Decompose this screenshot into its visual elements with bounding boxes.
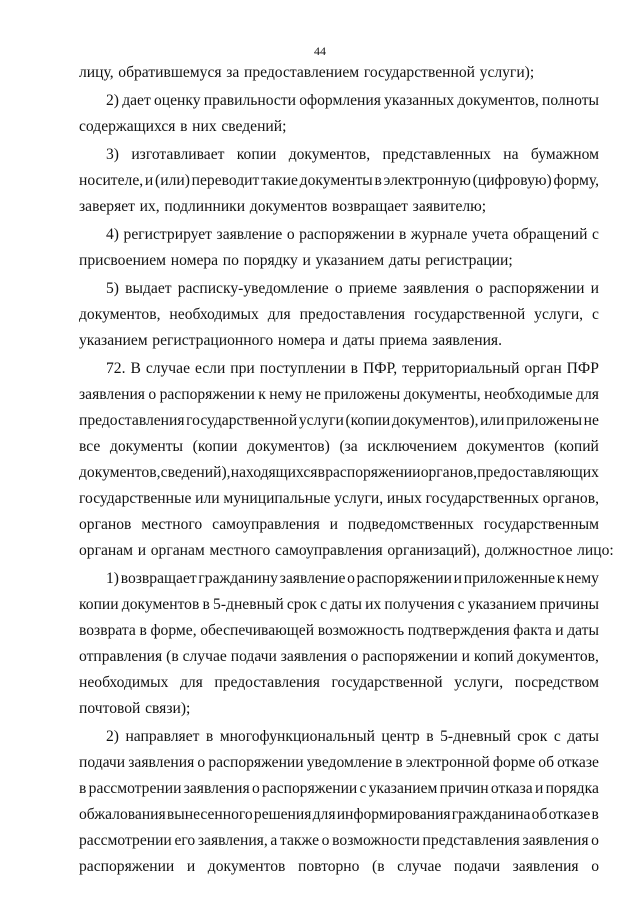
word: приеме: [348, 280, 397, 297]
word: (копий: [554, 438, 599, 455]
text-line: [79, 776, 599, 802]
word: решения: [253, 806, 312, 823]
word: распоряжении: [159, 386, 255, 403]
word: заявления: [403, 280, 470, 297]
word: самоуправления: [212, 516, 320, 533]
word: ПФР,: [362, 360, 398, 377]
word: электронную: [383, 172, 471, 189]
word: документов: [207, 858, 286, 875]
word: предоставляющих: [477, 464, 599, 481]
word: документов: [121, 596, 200, 613]
word: к: [258, 386, 266, 403]
word: их,: [139, 198, 160, 215]
word: и: [137, 542, 147, 559]
word: и: [329, 332, 339, 349]
word: должностное: [484, 542, 573, 559]
document-body: [79, 60, 614, 880]
word: или: [195, 490, 220, 507]
word: о: [591, 858, 599, 875]
word: копии: [236, 146, 277, 163]
word: иных: [386, 490, 422, 507]
word: возвращает: [332, 198, 408, 215]
word: нему: [269, 386, 303, 403]
word: заявления,: [197, 832, 268, 849]
word: даты: [388, 252, 421, 269]
word: в: [374, 172, 382, 189]
word: (цифровую): [472, 172, 552, 189]
word: приложены: [324, 386, 401, 403]
word: учета: [471, 226, 509, 243]
word: по: [222, 252, 239, 269]
word: необходимых: [79, 674, 169, 691]
text-line: [79, 566, 599, 592]
page-number: 44: [314, 44, 326, 58]
text-line: [79, 538, 614, 564]
word: местного: [209, 542, 271, 559]
word: 4): [106, 226, 119, 243]
word: государственной: [186, 412, 298, 429]
word: форме: [492, 754, 536, 771]
word: услуги,: [534, 306, 584, 323]
word: организаций),: [387, 542, 481, 559]
word: с: [457, 596, 465, 613]
text-line: [79, 142, 599, 168]
word: возвращает: [120, 570, 197, 587]
word: государственным: [483, 516, 599, 533]
word: такие: [261, 172, 298, 189]
word: в: [139, 622, 147, 639]
text-line: [79, 328, 599, 354]
word: с: [359, 780, 367, 797]
word: государственных: [425, 490, 539, 507]
word: документов,: [457, 92, 539, 109]
word: возврата: [79, 622, 136, 639]
text-line: [79, 408, 599, 434]
word: для: [576, 386, 599, 403]
word: услуги: [298, 412, 344, 429]
word: муниципальные: [223, 490, 331, 507]
word: возможность: [317, 622, 405, 639]
word: обжалования: [79, 806, 166, 823]
word: о: [286, 226, 295, 243]
word: не: [305, 386, 321, 403]
word: многофункциональный: [219, 728, 375, 745]
word: номера: [277, 332, 326, 349]
word: документов,: [79, 464, 161, 481]
word: копий: [473, 648, 514, 665]
word: центр: [381, 728, 420, 745]
word: в: [350, 360, 358, 377]
word: отказа: [490, 780, 533, 797]
word: подачи: [230, 648, 277, 665]
word: причины: [539, 596, 599, 613]
word: заверяет: [79, 198, 135, 215]
word: документов: [249, 198, 328, 215]
text-line: [79, 644, 599, 670]
text-line: [79, 222, 599, 248]
word: услуги,: [334, 490, 384, 507]
word: ПФР: [566, 360, 599, 377]
word: органам: [79, 542, 134, 559]
word: с: [592, 306, 599, 323]
word: также: [280, 832, 319, 849]
word: подачи: [453, 858, 501, 875]
word: номера: [170, 252, 219, 269]
word: предоставления: [299, 306, 406, 323]
word: (в: [372, 858, 385, 875]
text-line: [79, 168, 599, 194]
word: органов: [79, 516, 132, 533]
word: с: [553, 728, 561, 745]
word: порядка: [545, 780, 599, 797]
text-line: [79, 460, 599, 486]
word: органов,: [420, 464, 478, 481]
text-line: [79, 194, 599, 220]
word: гражданина: [451, 806, 531, 823]
word: поступлении: [259, 360, 346, 377]
text-line: [79, 512, 599, 538]
word: 72.: [106, 360, 126, 377]
word: о: [148, 386, 157, 403]
word: а: [270, 832, 278, 849]
word: распоряжении: [489, 280, 585, 297]
word: необходимых: [169, 306, 259, 323]
text-line: [79, 486, 599, 512]
text-line: [79, 276, 599, 302]
word: полноты: [542, 92, 599, 109]
word: органов,: [542, 490, 599, 507]
word: факта: [513, 622, 552, 639]
word: о: [321, 832, 330, 849]
word: даты: [567, 728, 599, 745]
text-line: [79, 854, 599, 880]
word: указанием: [368, 780, 438, 797]
word: представленных: [382, 146, 491, 163]
text-line: [79, 802, 599, 828]
word: в: [591, 806, 599, 823]
word: носителе,: [79, 172, 144, 189]
word: документов,: [288, 146, 371, 163]
word: 1): [106, 570, 119, 587]
word: связи);: [145, 700, 191, 717]
text-line: [79, 828, 599, 854]
word: даты: [342, 332, 375, 349]
word: и: [461, 648, 470, 665]
word: 5-дневный: [213, 596, 284, 613]
word: с: [320, 596, 328, 613]
word: документов),: [391, 412, 479, 429]
word: В: [130, 360, 141, 377]
word: обратившемуся: [118, 64, 222, 81]
word: правильности: [203, 92, 296, 109]
word: расписку-уведомление: [177, 280, 329, 297]
word: вынесенного: [166, 806, 253, 823]
word: заявления: [522, 832, 589, 849]
word: о: [350, 648, 359, 665]
word: уведомление: [306, 754, 393, 771]
word: форму,: [553, 172, 599, 189]
word: распоряжении: [325, 464, 421, 481]
word: документов,: [517, 648, 599, 665]
word: обращений: [513, 226, 588, 243]
word: на: [503, 146, 519, 163]
word: сведений),: [160, 464, 231, 481]
text-line: [79, 248, 599, 274]
word: в: [180, 118, 188, 135]
text-line: [79, 434, 599, 460]
word: для: [267, 306, 291, 323]
text-line: [79, 618, 599, 644]
word: заявителю;: [412, 198, 487, 215]
word: содержащихся: [79, 118, 176, 135]
word: документов): [247, 438, 330, 455]
word: случае: [145, 360, 190, 377]
word: и: [534, 780, 544, 797]
word: присвоением: [79, 252, 167, 269]
word: отправления: [79, 648, 163, 665]
word: приложены: [506, 412, 583, 429]
text-line: [79, 114, 599, 140]
word: рассмотрении: [88, 780, 182, 797]
word: услуги,: [454, 674, 504, 691]
word: и: [144, 172, 154, 189]
word: посредством: [514, 674, 599, 691]
word: государственной: [331, 674, 443, 691]
word: (за: [339, 438, 358, 455]
word: о: [197, 754, 206, 771]
word: 3): [106, 146, 119, 163]
word: документов,: [79, 306, 161, 323]
word: переводит: [191, 172, 260, 189]
word: о: [334, 280, 343, 297]
word: выдает: [125, 280, 172, 297]
word: не: [583, 412, 599, 429]
word: получения: [384, 596, 455, 613]
text-line: [79, 302, 599, 328]
text-line: [79, 382, 599, 408]
word: порядку: [243, 252, 298, 269]
word: 5-дневный: [440, 728, 511, 745]
word: них: [192, 118, 217, 135]
word: оценку: [153, 92, 201, 109]
word: предоставления: [214, 674, 320, 691]
word: в: [399, 226, 407, 243]
word: указанием: [79, 332, 148, 349]
word: (в: [166, 648, 179, 665]
word: подачи: [79, 754, 126, 771]
word: территориальный: [402, 360, 520, 377]
word: случае: [397, 858, 442, 875]
word: орган: [524, 360, 562, 377]
word: необходимые: [484, 386, 573, 403]
text-line: [79, 60, 599, 86]
word: (или): [155, 172, 190, 189]
word: информирования: [336, 806, 451, 823]
word: 5): [106, 280, 119, 297]
word: документы: [109, 438, 184, 455]
word: заявление: [216, 226, 283, 243]
word: указанием: [315, 252, 385, 269]
word: случае: [182, 648, 227, 665]
word: с: [591, 226, 599, 243]
word: срок: [286, 596, 317, 613]
word: его: [174, 832, 196, 849]
word: бумажном: [530, 146, 599, 163]
word: рассмотрении: [79, 832, 172, 849]
word: 2): [106, 92, 119, 109]
word: исключением: [367, 438, 458, 455]
word: в: [426, 728, 434, 745]
word: и: [302, 252, 311, 269]
word: заявления: [79, 386, 145, 403]
word: государственные: [79, 490, 192, 507]
word: подлинники: [164, 198, 246, 215]
word: об: [538, 754, 555, 771]
word: для: [179, 674, 203, 691]
word: заявления: [128, 754, 195, 771]
word: отказе: [557, 754, 599, 771]
word: представления: [422, 832, 520, 849]
word: гражданину: [198, 570, 278, 587]
word: и: [453, 570, 463, 587]
word: приема: [379, 332, 428, 349]
word: государственной: [363, 64, 475, 81]
word: нему: [566, 570, 599, 587]
word: к: [556, 570, 565, 587]
word: отказе: [548, 806, 591, 823]
word: документов: [466, 438, 545, 455]
word: распоряжении: [356, 570, 452, 587]
word: документы,: [403, 386, 481, 403]
text-line: [79, 88, 599, 114]
word: повторно: [297, 858, 360, 875]
word: даты: [567, 622, 599, 639]
word: государственной: [414, 306, 526, 323]
word: указанием: [467, 596, 537, 613]
text-line: [79, 356, 599, 382]
word: распоряжении: [299, 226, 395, 243]
word: услуги);: [479, 64, 535, 81]
word: дает: [122, 92, 151, 109]
text-line: [79, 670, 599, 696]
word: (копии: [192, 438, 238, 455]
word: самоуправления: [275, 542, 383, 559]
word: обеспечивающей: [200, 622, 315, 639]
word: и: [555, 622, 564, 639]
word: копии: [79, 596, 119, 613]
word: в: [205, 728, 214, 745]
word: об: [531, 806, 548, 823]
word: (копии: [345, 412, 391, 429]
word: сведений;: [221, 118, 287, 135]
word: распоряжении: [79, 858, 175, 875]
word: и: [329, 516, 339, 533]
word: почтовой: [79, 700, 141, 717]
text-line: [79, 592, 599, 618]
word: в: [395, 754, 403, 771]
word: изготавливает: [131, 146, 225, 163]
word: подведомственных: [347, 516, 474, 533]
word: распоряжении: [262, 780, 358, 797]
word: регистрации;: [425, 252, 513, 269]
text-line: [79, 750, 599, 776]
word: лицу,: [79, 64, 114, 81]
text-line: [79, 696, 599, 722]
word: в: [202, 596, 210, 613]
word: в: [79, 780, 87, 797]
word: находящихся: [230, 464, 318, 481]
word: документы: [299, 172, 373, 189]
word: распоряжении: [208, 754, 304, 771]
word: распоряжении: [362, 648, 458, 665]
word: регистрационного: [152, 332, 274, 349]
word: 2): [106, 728, 119, 745]
word: указанных: [384, 92, 455, 109]
word: и: [590, 280, 599, 297]
word: все: [79, 438, 101, 455]
word: органам: [150, 542, 205, 559]
word: их: [365, 596, 382, 613]
word: для: [312, 806, 336, 823]
word: приложенные: [463, 570, 556, 587]
word: даты: [330, 596, 362, 613]
word: заявления: [512, 858, 579, 875]
word: электронной: [405, 754, 490, 771]
word: в: [317, 464, 326, 481]
word: о: [251, 780, 260, 797]
word: заявления: [280, 648, 347, 665]
word: подтверждения: [407, 622, 510, 639]
word: о: [347, 570, 355, 587]
word: журнале: [410, 226, 468, 243]
word: если: [194, 360, 226, 377]
text-line: [79, 724, 599, 750]
word: о: [475, 280, 484, 297]
word: заявление: [279, 570, 346, 587]
word: при: [230, 360, 255, 377]
word: направляет: [125, 728, 200, 745]
word: предоставлением: [243, 64, 360, 81]
word: за: [226, 64, 240, 81]
word: срок: [517, 728, 548, 745]
word: предоставления: [79, 412, 185, 429]
word: оформления: [299, 92, 381, 109]
word: форме,: [150, 622, 197, 639]
word: лицо:: [577, 542, 614, 559]
word: регистрирует: [123, 226, 212, 243]
word: заявления.: [432, 332, 502, 349]
word: возможности: [332, 832, 420, 849]
word: причин: [439, 780, 489, 797]
word: или: [480, 412, 505, 429]
word: заявления: [183, 780, 250, 797]
word: и: [186, 858, 196, 875]
word: о: [591, 832, 599, 849]
word: местного: [141, 516, 203, 533]
